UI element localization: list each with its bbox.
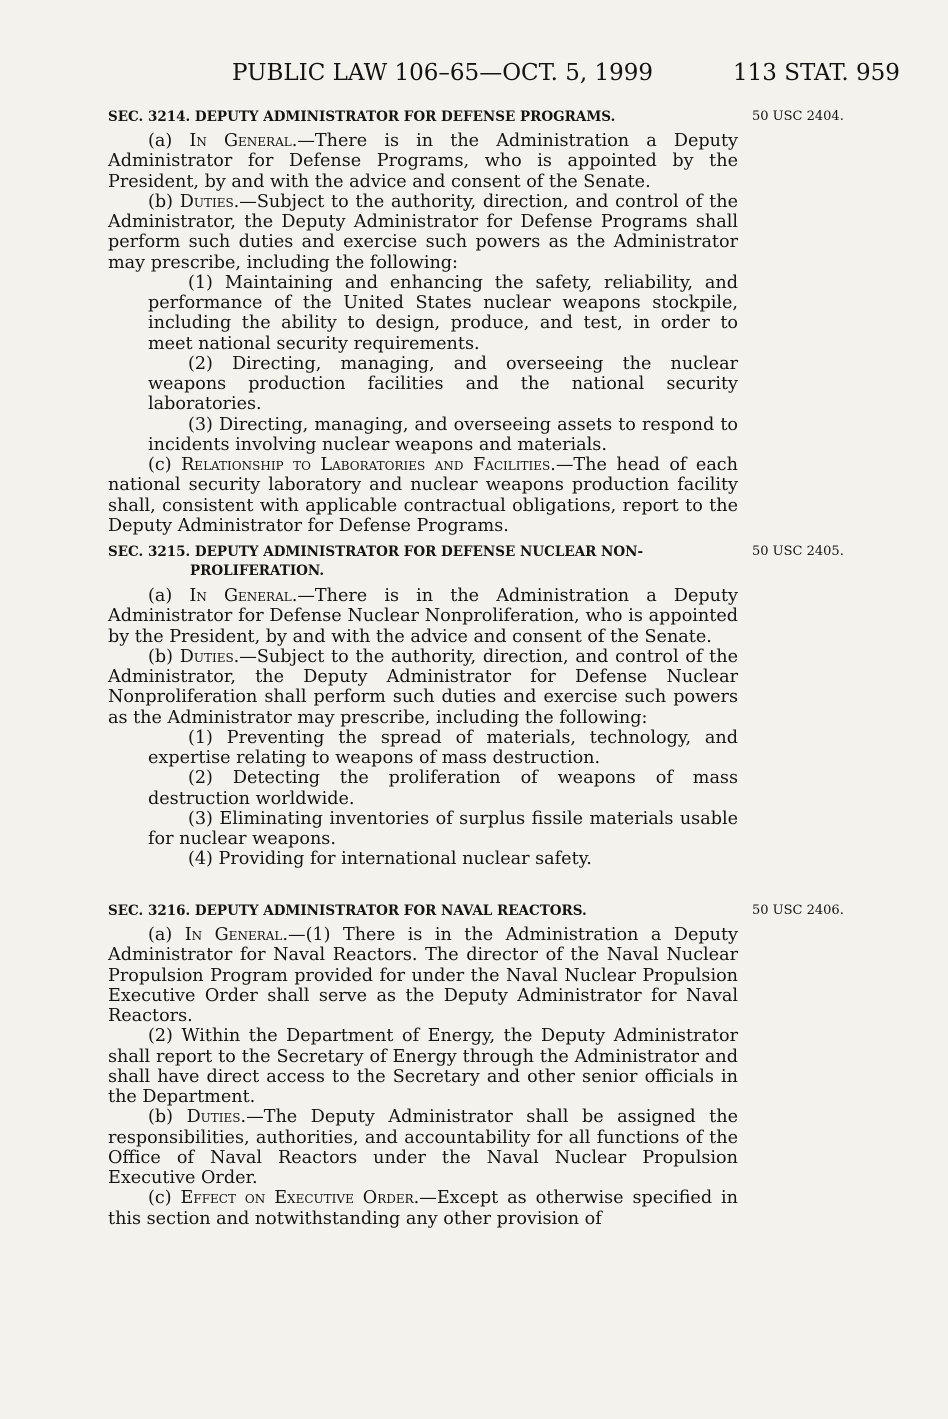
page-stat-number: 113 STAT. 959 xyxy=(733,60,900,86)
margin-citation-3216: 50 USC 2406. xyxy=(752,903,844,918)
paragraph-b: (b) Duties.—Subject to the authority, direction, and control of the Administrator, the Deputy Administrator for Defense Nuclear Nonproliferation shall perform such duties and exercise such powers as the Administrator may prescribe, including the following: xyxy=(108,646,738,728)
paragraph-a-2: (2) Within the Department of Energy, the Deputy Administrator shall report to the Secretary of Energy through the Administrator and shall have direct access to the Secretary and other senior officials in the Department. xyxy=(108,1026,738,1107)
paragraph-c: (c) Effect on Executive Order.—Except as otherwise specified in this section and notwithstanding any other provision of xyxy=(108,1188,739,1229)
paragraph-a: (a) In General.—There is in the Administration a Deputy Administrator for Defense Programs, who is appointed by the President, by and with the advice and consent of the Senate. xyxy=(108,131,738,192)
paragraph-b: (b) Duties.—The Deputy Administrator shall be assigned the responsibilities, authorities, and accountability for all functions of the Office of Naval Reactors under the Naval Nuclear Propulsion Executive Order. xyxy=(108,1107,738,1188)
list-item: (4) Providing for international nuclear safety. xyxy=(188,849,592,870)
paragraph-c: (c) Relationship to Laboratories and Facilities.—The head of each national security laboratory and nuclear weapons production facility shall, consistent with applicable contractual obligations, report to the Deputy Administrator for Defense Programs. xyxy=(108,455,738,536)
section-3214-body xyxy=(108,131,738,536)
running-header-title: PUBLIC LAW 106–65—OCT. 5, 1999 xyxy=(232,60,654,86)
section-3214-heading: SEC. 3214. DEPUTY ADMINISTRATOR FOR DEFENSE PROGRAMS. xyxy=(108,109,616,125)
list-item: (1) Preventing the spread of materials, technology, and expertise relating to weapons of mass destruction. xyxy=(148,727,738,768)
section-3216-body xyxy=(108,925,738,1229)
list-item: (1) Maintaining and enhancing the safety, reliability, and performance of the United States nuclear weapons stockpile, including the ability to design, produce, and test, in order to meet national security requirements. xyxy=(148,272,738,354)
section-3216-heading: SEC. 3216. DEPUTY ADMINISTRATOR FOR NAVAL REACTORS. xyxy=(108,903,587,919)
section-3215-heading: SEC. 3215. DEPUTY ADMINISTRATOR FOR DEFENSE NUCLEAR NON- PROLIFERATION. xyxy=(108,544,644,579)
list-item: (3) Eliminating inventories of surplus fissile materials usable for nuclear weapons. xyxy=(148,808,738,849)
list-item: (2) Detecting the proliferation of weapons of mass destruction worldwide. xyxy=(148,768,738,809)
paragraph-a: (a) In General.—There is in the Administration a Deputy Administrator for Defense Nuclear Nonproliferation, who is appointed by the President, by and with the advice and consent of the Senate. xyxy=(108,586,738,647)
paragraph-a: (a) In General.—(1) There is in the Administration a Deputy Administrator for Naval Reactors. The director of the Naval Nuclear Propulsion Program provided for under the Naval Nuclear Propulsion Executive Order shall serve as the Deputy Administrator for Naval Reactors. xyxy=(108,925,738,1026)
margin-citation-3214: 50 USC 2404. xyxy=(752,109,844,124)
list-item: (3) Directing, managing, and overseeing assets to respond to incidents involving nuclear weapons and materials. xyxy=(148,414,738,455)
paragraph-b: (b) Duties.—Subject to the authority, direction, and control of the Administrator, the Deputy Administrator for Defense Programs shall perform such duties and exercise such powers as the Administrator may prescribe, including the following: xyxy=(108,191,738,273)
list-item: (2) Directing, managing, and overseeing the nuclear weapons production facilities and the national security laboratories. xyxy=(148,353,738,415)
margin-citation-3215: 50 USC 2405. xyxy=(752,544,844,559)
section-3215-body xyxy=(108,586,738,870)
